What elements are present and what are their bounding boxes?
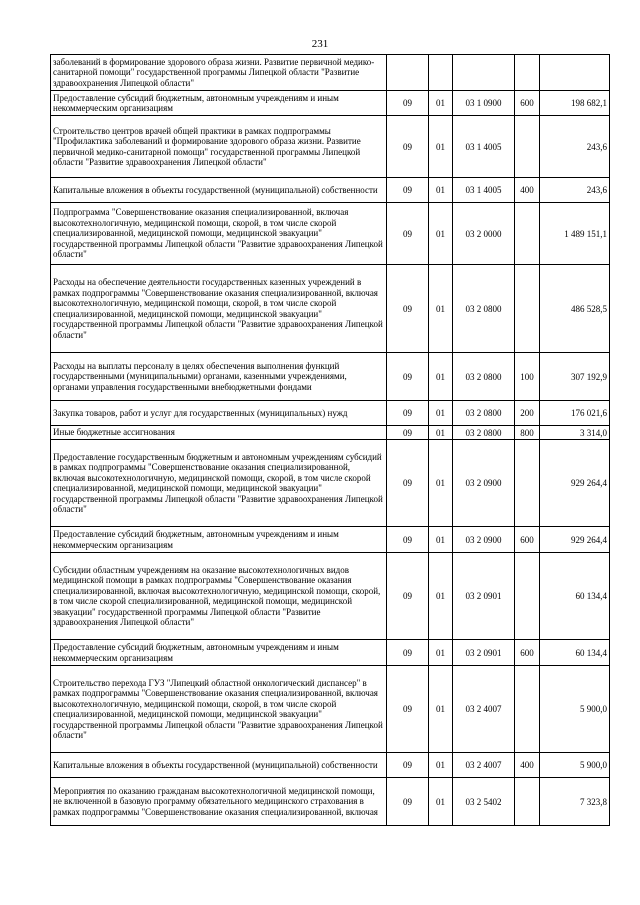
row-description: Субсидии областным учреждениям на оказание высокотехнологичных видов медицинской помощи в рамках подпрограммы "Совершенствование оказания специализированной, включая высокотехнологичную, медицинской помощи, скорой, в том числе скорой специализированной, медицинской помощи, медицинской эвакуации" государственной программы Липецкой области "Развитие здравоохранения Липецкой области" [51,553,387,640]
row-amount: 60 134,4 [540,553,610,640]
row-description: Мероприятия по оказанию гражданам высокотехнологичной медицинской помощи, не включенной в базовую программу обязательного медицинского страхования в рамках подпрограммы "Совершенствование оказания специализированной, включая [51,778,387,826]
row-amount: 307 192,9 [540,353,610,401]
table-row [51,353,610,401]
row-amount: 929 264,4 [540,527,610,553]
row-subsection-code: 01 [429,401,453,426]
table-row [51,116,610,178]
row-section-code: 09 [387,640,429,666]
table-row [51,55,610,91]
table-row [51,440,610,527]
row-target-code: 03 2 0901 [453,640,515,666]
row-subsection-code: 01 [429,640,453,666]
row-target-code: 03 2 0800 [453,353,515,401]
budget-table-body [51,55,610,826]
row-target-code: 03 2 0800 [453,401,515,426]
row-description: Капитальные вложения в объекты государственной (муниципальной) собственности [51,178,387,203]
row-amount: 176 021,6 [540,401,610,426]
row-amount: 60 134,4 [540,640,610,666]
row-amount: 5 900,0 [540,753,610,778]
row-amount: 243,6 [540,116,610,178]
row-description: Закупка товаров, работ и услуг для государственных (муниципальных) нужд [51,401,387,426]
row-amount: 3 314,0 [540,426,610,440]
row-description: Строительство центров врачей общей практики в рамках подпрограммы "Профилактика заболеваний и формирование здорового образа жизни. Развитие первичной медико-санитарной помощи" государственной программы Липецкой области "Развитие здравоохранения Липецкой области" [51,116,387,178]
row-subsection-code: 01 [429,178,453,203]
row-target-code: 03 2 0900 [453,440,515,527]
row-amount [540,55,610,91]
row-expense-type-code [515,55,540,91]
row-description: Расходы на обеспечение деятельности государственных казенных учреждений в рамках подпрограммы "Совершенствование оказания специализированной, включая высокотехнологичную, медицинской помощи, скорой, в том числе скорой специализированной, медицинской помощи, медицинской эвакуации" государственной программы Липецкой области "Развитие здравоохранения Липецкой области" [51,265,387,353]
row-description: Капитальные вложения в объекты государственной (муниципальной) собственности [51,753,387,778]
row-section-code: 09 [387,91,429,116]
table-row [51,203,610,265]
row-section-code: 09 [387,116,429,178]
row-description: Предоставление субсидий бюджетным, автономным учреждениям и иным некоммерческим организациям [51,640,387,666]
table-row [51,640,610,666]
row-target-code: 03 2 4007 [453,753,515,778]
row-expense-type-code: 600 [515,527,540,553]
row-expense-type-code [515,440,540,527]
row-amount: 1 489 151,1 [540,203,610,265]
row-subsection-code: 01 [429,753,453,778]
row-expense-type-code: 600 [515,91,540,116]
row-target-code: 03 2 4007 [453,666,515,753]
row-target-code: 03 2 5402 [453,778,515,826]
row-target-code: 03 1 4005 [453,116,515,178]
row-subsection-code: 01 [429,203,453,265]
row-expense-type-code: 600 [515,640,540,666]
row-amount: 198 682,1 [540,91,610,116]
row-expense-type-code [515,116,540,178]
row-subsection-code: 01 [429,527,453,553]
row-description: Подпрограмма "Совершенствование оказания специализированной, включая высокотехнологичную, медицинской помощи, скорой, в том числе скорой специализированной, медицинской помощи, медицинской эвакуации" государственной программы Липецкой области "Развитие здравоохранения Липецкой области" [51,203,387,265]
table-row [51,666,610,753]
table-row [51,91,610,116]
row-subsection-code: 01 [429,666,453,753]
row-expense-type-code [515,778,540,826]
row-subsection-code: 01 [429,91,453,116]
row-expense-type-code [515,203,540,265]
row-subsection-code: 01 [429,265,453,353]
row-target-code: 03 2 0900 [453,527,515,553]
table-row [51,426,610,440]
row-subsection-code [429,55,453,91]
table-row [51,753,610,778]
row-expense-type-code [515,265,540,353]
row-section-code: 09 [387,440,429,527]
table-row [51,178,610,203]
row-section-code: 09 [387,426,429,440]
row-target-code: 03 1 0900 [453,91,515,116]
row-description: Предоставление государственным бюджетным и автономным учреждениям субсидий в рамках подпрограммы "Совершенствование оказания специализированной, включая высокотехнологичную, медицинской помощи, скорой, в том числе скорой специализированной, медицинской помощи, медицинской эвакуации" государственной программы Липецкой области "Развитие здравоохранения Липецкой области" [51,440,387,527]
row-expense-type-code [515,553,540,640]
row-target-code: 03 2 0800 [453,426,515,440]
row-section-code: 09 [387,666,429,753]
row-amount: 5 900,0 [540,666,610,753]
page-number: 231 [311,38,329,50]
row-expense-type-code: 100 [515,353,540,401]
row-section-code: 09 [387,778,429,826]
row-description: Предоставление субсидий бюджетным, автономным учреждениям и иным некоммерческим организациям [51,91,387,116]
row-section-code: 09 [387,353,429,401]
row-target-code: 03 2 0000 [453,203,515,265]
row-target-code: 03 2 0901 [453,553,515,640]
row-description: Строительство перехода ГУЗ "Липецкий областной онкологический диспансер" в рамках подпрограммы "Совершенствование оказания специализированной, включая высокотехнологичную, медицинской помощи, скорой, в том числе скорой специализированной, медицинской помощи, медицинской эвакуации" государственной программы Липецкой области "Развитие здравоохранения Липецкой области" [51,666,387,753]
table-row [51,527,610,553]
row-section-code: 09 [387,401,429,426]
row-section-code: 09 [387,178,429,203]
row-description: Предоставление субсидий бюджетным, автономным учреждениям и иным некоммерческим организациям [51,527,387,553]
row-section-code: 09 [387,753,429,778]
row-description: заболеваний в формирование здорового образа жизни. Развитие первичной медико-санитарной помощи" государственной программы Липецкой области "Развитие здравоохранения Липецкой области" [51,55,387,91]
row-section-code: 09 [387,527,429,553]
row-description: Иные бюджетные ассигнования [51,426,387,440]
row-target-code: 03 1 4005 [453,178,515,203]
row-subsection-code: 01 [429,116,453,178]
row-subsection-code: 01 [429,778,453,826]
row-expense-type-code: 800 [515,426,540,440]
row-expense-type-code [515,666,540,753]
table-row [51,401,610,426]
row-subsection-code: 01 [429,440,453,527]
row-expense-type-code: 200 [515,401,540,426]
budget-table [50,54,610,826]
row-subsection-code: 01 [429,353,453,401]
row-section-code: 09 [387,553,429,640]
table-row [51,553,610,640]
table-row [51,778,610,826]
row-expense-type-code: 400 [515,178,540,203]
row-expense-type-code: 400 [515,753,540,778]
row-subsection-code: 01 [429,426,453,440]
row-amount: 243,6 [540,178,610,203]
row-amount: 929 264,4 [540,440,610,527]
row-subsection-code: 01 [429,553,453,640]
row-target-code [453,55,515,91]
row-amount: 486 528,5 [540,265,610,353]
row-description: Расходы на выплаты персоналу в целях обеспечения выполнения функций государственными (муниципальными) органами, казенными учреждениями, органами управления государственными внебюджетными фондами [51,353,387,401]
row-amount: 7 323,8 [540,778,610,826]
row-section-code [387,55,429,91]
row-section-code: 09 [387,265,429,353]
row-section-code: 09 [387,203,429,265]
table-row [51,265,610,353]
row-target-code: 03 2 0800 [453,265,515,353]
